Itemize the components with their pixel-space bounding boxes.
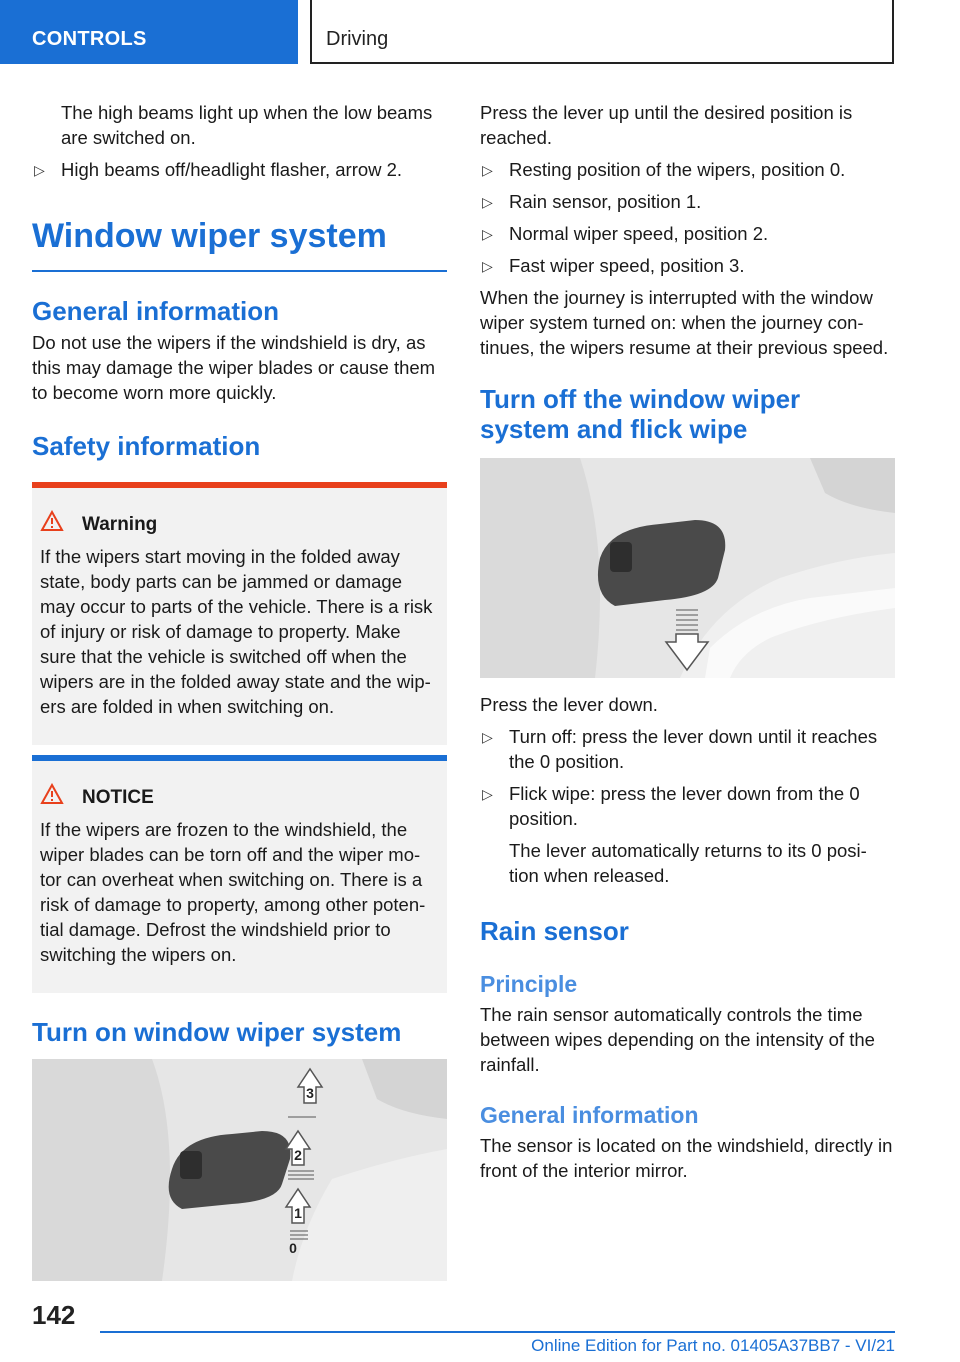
list-item-text: High beams off/headlight flasher, arrow 2. [61, 159, 403, 180]
left-column [32, 100, 447, 1281]
paragraph-journey: When the journey is interrupted with the window wiper system turned on: when the journey con‐tinues, the wipers resume at their previous speed. [480, 287, 889, 358]
footer-rule [100, 1331, 895, 1333]
list-item [480, 189, 895, 214]
bullet-triangle-icon: ▷ [482, 729, 493, 745]
notice-header [40, 783, 439, 813]
section-title: CONTROLS [32, 28, 147, 50]
list-item [480, 253, 895, 278]
list-item-text: Turn off: press the lever down until it reaches the 0 position. [509, 726, 878, 772]
list-item-text: Normal wiper speed, position 2. [509, 223, 769, 244]
heading-general-information-2: General information [480, 1102, 699, 1128]
list-item-text: Resting position of the wipers, position 0. [509, 159, 846, 180]
paragraph-general: Do not use the wipers if the windshield is dry, as this may damage the wiper blades or cause them to become worn more quickly. [32, 332, 436, 403]
position-label-1: 1 [294, 1205, 302, 1221]
warning-header [40, 510, 439, 540]
list-item [480, 724, 895, 774]
notice-box [32, 755, 447, 993]
notice-triangle-icon [40, 783, 82, 813]
paragraph-principle: The rain sensor automatically controls the time between wipes depending on the intensity of the rainfall. [480, 1004, 875, 1075]
bullet-triangle-icon: ▷ [482, 258, 493, 274]
list-item-text: Flick wipe: press the lever down from the 0 position. [509, 783, 860, 829]
heading-safety-information: Safety information [32, 431, 261, 461]
bullet-triangle-icon: ▷ [34, 162, 45, 178]
list-item-text: Fast wiper speed, position 3. [509, 255, 745, 276]
notice-text: If the wipers are frozen to the windshield, the wiper blades can be torn off and the wiper mo‐tor can overheat when switching on. There is a risk of damage to property, among other poten‐tial damage. Defrost the windshield prior to switching the wipers on. [40, 819, 426, 965]
paragraph-press-down: Press the lever down. [480, 694, 658, 715]
heading-principle: Principle [480, 971, 578, 997]
heading-turn-on: Turn on window wiper system [32, 1017, 402, 1047]
heading-general-information: General information [32, 296, 280, 326]
notice-title: NOTICE [82, 787, 154, 808]
position-label-0: 0 [289, 1240, 297, 1256]
warning-title: Warning [82, 514, 158, 535]
warning-box [32, 482, 447, 745]
bullet-triangle-icon: ▷ [482, 226, 493, 242]
paragraph-sensor-location: The sensor is located on the windshield, directly in front of the interior mirror. [480, 1135, 893, 1181]
chapter-title: Driving [326, 28, 389, 50]
footer-edition: Online Edition for Part no. 01405A37BB7 - VI/21 [531, 1336, 895, 1355]
warning-triangle-icon [40, 510, 82, 540]
list-item [32, 157, 447, 182]
position-label-2: 2 [294, 1147, 302, 1163]
bullet-triangle-icon: ▷ [482, 194, 493, 210]
warning-text: If the wipers start moving in the folded away state, body parts can be jammed or damage may occur to parts of the vehicle. There is a risk of injury or risk of damage to property. Make sure that the vehicle is switched off when the wipers are in the folded away state and the wip‐ers are folded in when switching on. [40, 546, 433, 717]
list-item [480, 221, 895, 246]
right-column [480, 100, 895, 1183]
wiper-lever-down-image [480, 458, 895, 678]
heading-rule [32, 270, 447, 272]
heading-turn-off: Turn off the window wiper system and flick wipe [480, 384, 801, 444]
list-item-text: Rain sensor, position 1. [509, 191, 702, 212]
paragraph-flick-sub: The lever automatically returns to its 0 posi‐tion when released. [509, 840, 867, 886]
bullet-triangle-icon: ▷ [482, 786, 493, 802]
position-label-3: 3 [306, 1085, 314, 1101]
wiper-lever-up-image [32, 1059, 447, 1281]
list-item [480, 781, 895, 831]
paragraph-high-beams: The high beams light up when the low beams are switched on. [61, 102, 433, 148]
chapter-tab [310, 0, 894, 64]
heading-window-wiper-system: Window wiper system [32, 217, 387, 255]
page-number: 142 [32, 1300, 76, 1330]
heading-rain-sensor: Rain sensor [480, 916, 629, 946]
list-item [480, 157, 895, 182]
bullet-triangle-icon: ▷ [482, 162, 493, 178]
paragraph-press-up: Press the lever up until the desired position is reached. [480, 102, 853, 148]
section-tab [0, 0, 298, 64]
